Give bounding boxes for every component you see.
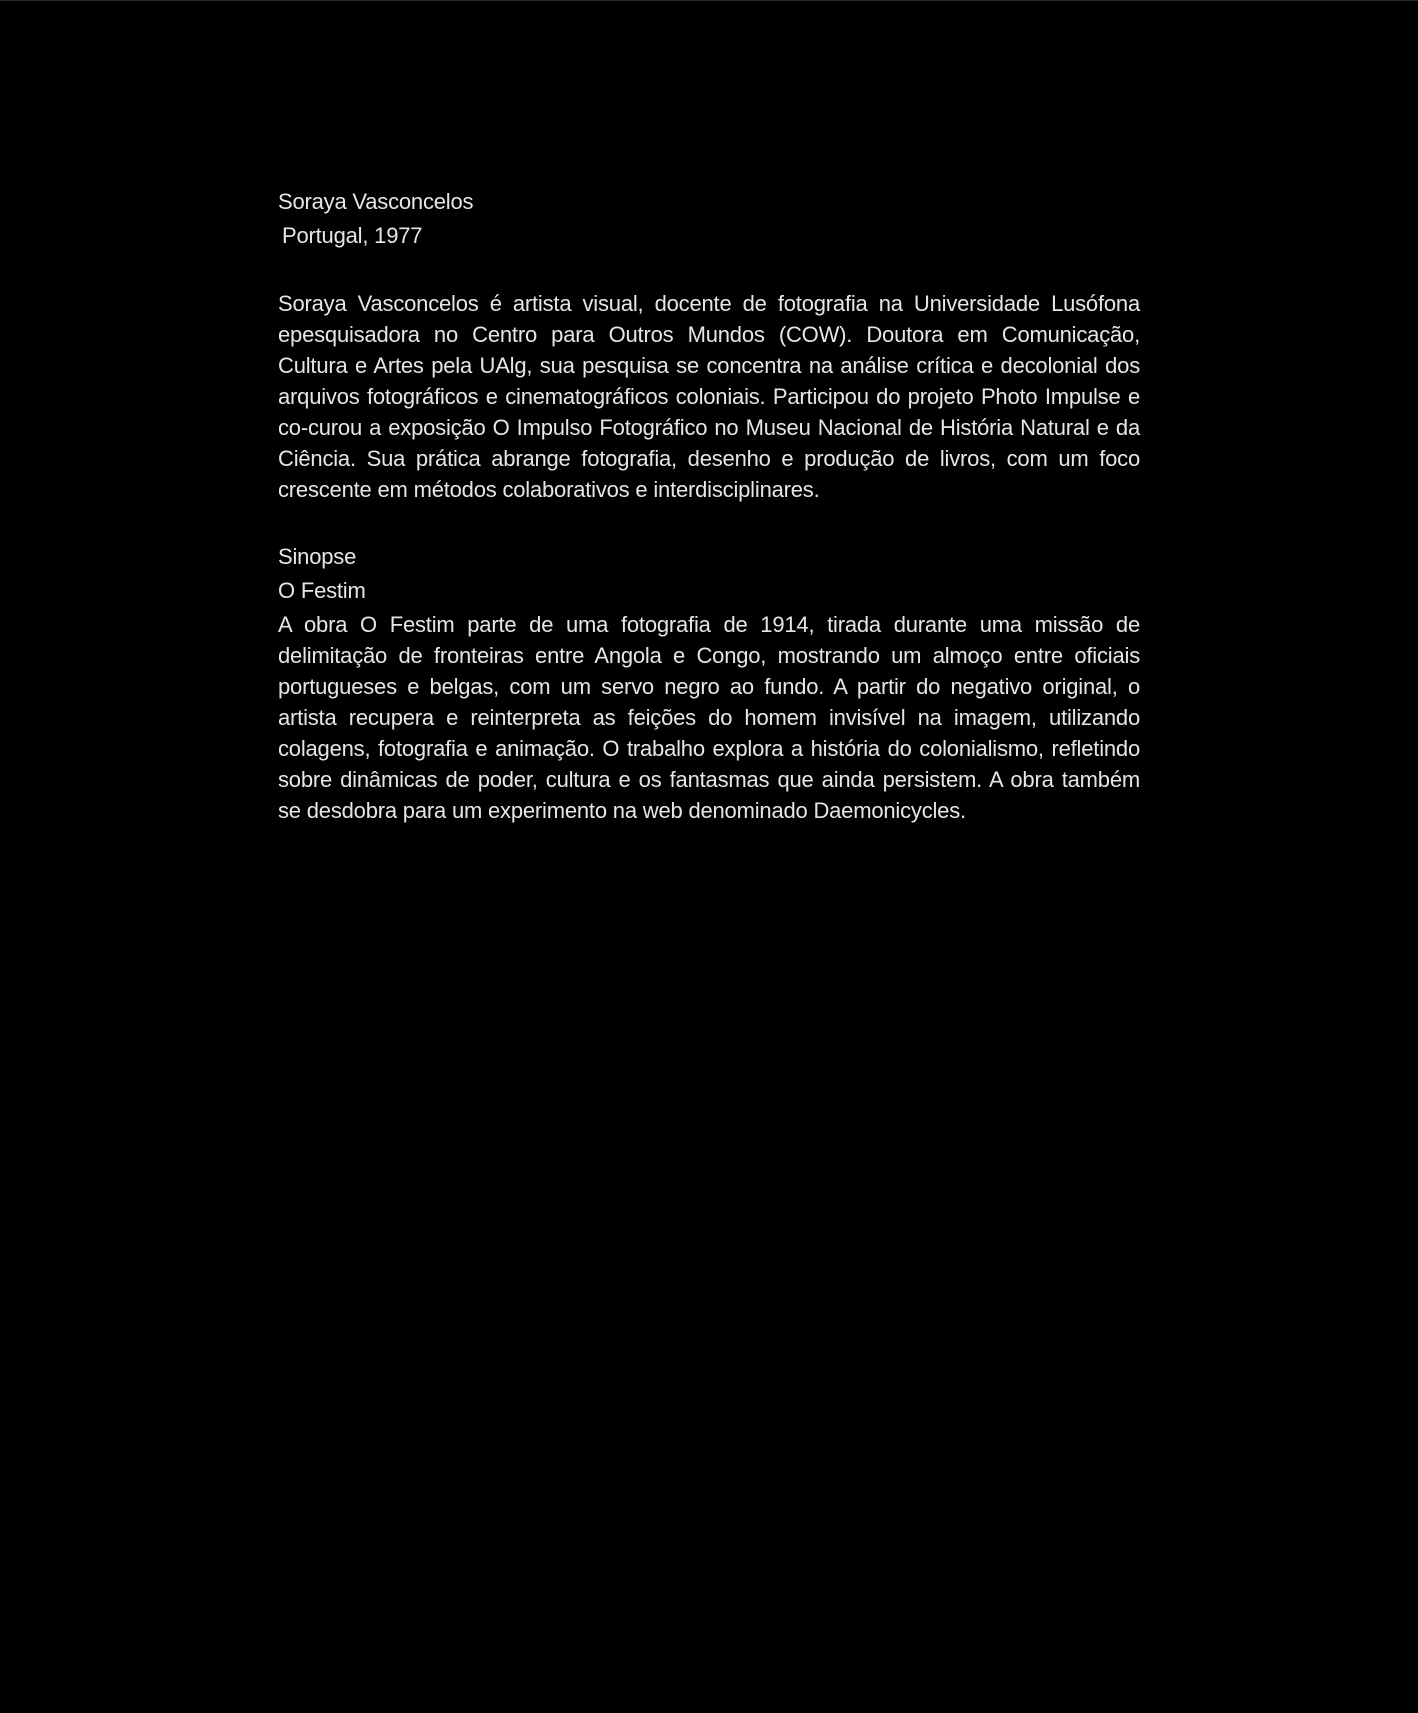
- artist-name: Soraya Vasconcelos: [278, 189, 474, 214]
- artist-bio: Soraya Vasconcelos é artista visual, docente de fotografia na Universidade Lusófona epesquisadora no Centro para Outros Mundos (COW). Doutora em Comunicação, Cultura e Artes pela UAlg, sua pesquisa se concentra na análise crítica e decolonial dos arquivos fotográficos e cinematográficos coloniais. Participou do projeto Photo Impulse e co-curou a exposição O Impulso Fotográfico no Museu Nacional de História Natural e da Ciência. Sua prática abrange fotografia, desenho e produção de livros, com um foco crescente em métodos colaborativos e interdisciplinares.: [278, 291, 1140, 502]
- work-title: O Festim: [278, 578, 366, 603]
- artist-origin: Portugal, 1977: [282, 223, 423, 248]
- synopsis-label: Sinopse: [278, 544, 357, 569]
- text-column: [278, 186, 1140, 826]
- synopsis-text: A obra O Festim parte de uma fotografia de 1914, tirada durante uma missão de delimitação de fronteiras entre Angola e Congo, mostrando um almoço entre oficiais portugueses e belgas, com um servo negro ao fundo. A partir do negativo original, o artista recupera e reinterpreta as feições do homem invisível na imagem, utilizando colagens, fotografia e animação. O trabalho explora a história do colonialismo, refletindo sobre dinâmicas de poder, cultura e os fantasmas que ainda persistem. A obra também se desdobra para um experimento na web denominado Daemonicycles.: [278, 612, 1140, 823]
